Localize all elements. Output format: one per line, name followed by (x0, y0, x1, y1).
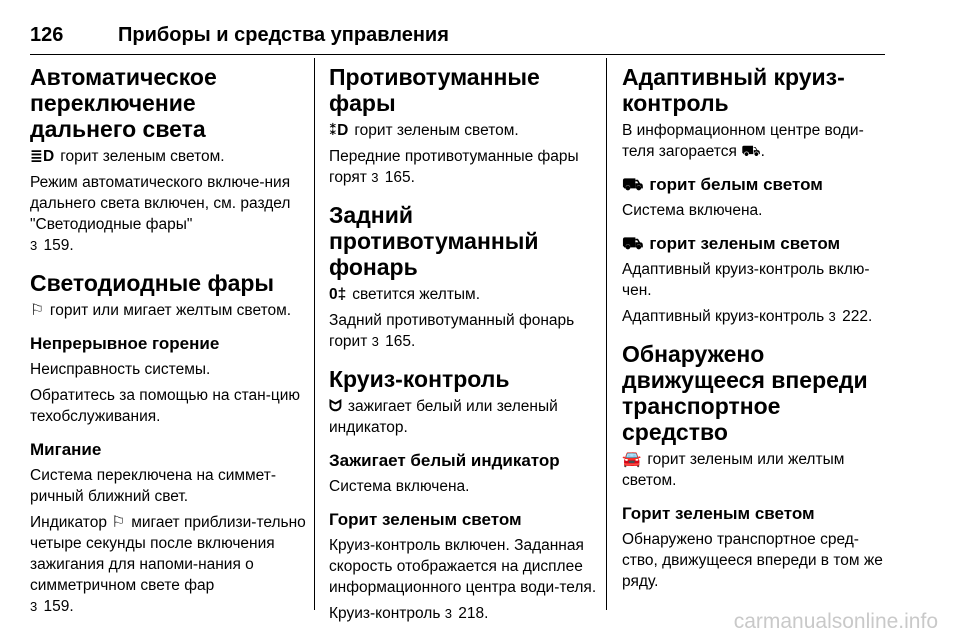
page-ref-arrow-icon: 3 (30, 238, 38, 253)
page-ref-link[interactable]: 159. (43, 237, 74, 254)
paragraph: Система переключена на симмет-ричный ближний свет. (30, 467, 277, 505)
adaptive-cruise-icon: ⛟ (622, 175, 644, 194)
subheading-acc-green: ⛟ горит зеленым светом (622, 234, 841, 253)
led-headlight-icon: ⚐ (111, 514, 126, 531)
section-heading-cruise: Круиз-контроль (329, 366, 510, 392)
page-ref-link[interactable]: 165. (384, 169, 415, 186)
subheading-detect-green: Горит зеленым светом (622, 504, 815, 523)
paragraph: Адаптивный круиз-контроль 3 222. (622, 308, 873, 325)
paragraph: Режим автоматического включе-ния дальнего света включен, см. раздел "Светодиодные фары" 3 159. (30, 174, 291, 254)
watermark: carmanualsonline.info (733, 610, 938, 633)
paragraph: 0‡ светится желтым. (329, 286, 481, 303)
paragraph: ⁑D горит зеленым светом. (329, 122, 519, 139)
paragraph: 🚘 горит зеленым или желтым светом. (622, 451, 845, 489)
led-headlight-icon: ⚐ (30, 302, 44, 319)
paragraph: Задний противотуманный фонарь горит 3 165. (329, 312, 575, 350)
page-number: 126 (30, 24, 64, 46)
fog-light-icon: ⁑D (329, 122, 349, 139)
page-ref-link[interactable]: 165. (385, 333, 416, 350)
section-heading-vehicle-ahead: Обнаружено движущееся впереди транспортное средство (622, 341, 868, 445)
paragraph: Система включена. (622, 202, 763, 219)
vehicle-ahead-icon: 🚘 (622, 451, 642, 468)
subheading-acc-white: ⛟ горит белым светом (622, 175, 823, 194)
adaptive-cruise-icon: ⛟ (622, 234, 644, 253)
column-divider (606, 58, 607, 610)
high-beam-auto-icon: ≣D (30, 148, 55, 165)
page-ref-link[interactable]: 222. (842, 308, 873, 325)
page-header (30, 24, 885, 55)
section-heading-rear-fog: Задний противотуманный фонарь (329, 202, 539, 280)
paragraph: В информационном центре води-теля загорается ⛟. (622, 122, 864, 160)
subheading-blinking: Мигание (30, 440, 102, 459)
section-heading-fog-lights: Противотуманные фары (329, 64, 540, 116)
page-ref-link[interactable]: 218. (458, 605, 489, 622)
paragraph: Индикатор ⚐ мигает приблизи-тельно четыре секунды после включения зажигания для напоми-нания о симметричном свете фар 3 159. (30, 514, 306, 615)
paragraph: Круиз-контроль включен. Заданная скорость отображается на дисплее информационного центра води-теля. (329, 537, 597, 596)
column-2 (329, 64, 597, 629)
paragraph: ᗢ зажигает белый или зеленый индикатор. (329, 398, 558, 436)
page-title: Приборы и средства управления (118, 24, 449, 46)
paragraph: Неисправность системы. (30, 361, 211, 378)
page-ref-link[interactable]: 159. (43, 598, 74, 615)
section-heading-auto-high-beam: Автоматическое переключение дальнего света (30, 64, 217, 142)
paragraph: ⚐ горит или мигает желтым светом. (30, 302, 292, 319)
page-ref-arrow-icon: 3 (371, 170, 379, 185)
subheading-white: Зажигает белый индикатор (329, 451, 560, 470)
paragraph: Передние противотуманные фары горят 3 165. (329, 148, 579, 186)
paragraph: Адаптивный круиз-контроль вклю-чен. (622, 261, 870, 299)
paragraph: Обнаружено транспортное сред-ство, движущееся впереди в том же ряду. (622, 531, 883, 590)
paragraph: Круиз-контроль 3 218. (329, 605, 489, 622)
page-ref-arrow-icon: 3 (828, 309, 836, 324)
column-1 (30, 64, 308, 622)
page-ref-arrow-icon: 3 (30, 599, 38, 614)
subheading-green: Горит зеленым светом (329, 510, 522, 529)
page-ref-arrow-icon: 3 (444, 606, 452, 621)
section-heading-led: Светодиодные фары (30, 270, 275, 296)
section-heading-adaptive-cruise: Адаптивный круиз-контроль (622, 64, 845, 116)
subheading-continuous: Непрерывное горение (30, 334, 220, 353)
rear-fog-light-icon: 0‡ (329, 286, 347, 303)
paragraph: Система включена. (329, 478, 470, 495)
paragraph: ≣D горит зеленым светом. (30, 148, 225, 165)
column-3 (622, 64, 892, 597)
paragraph: Обратитесь за помощью на стан-цию техобслуживания. (30, 387, 301, 425)
column-divider (314, 58, 315, 610)
page-ref-arrow-icon: 3 (371, 334, 379, 349)
adaptive-cruise-icon: ⛟. (741, 143, 765, 160)
cruise-control-icon: ᗢ (329, 398, 342, 415)
